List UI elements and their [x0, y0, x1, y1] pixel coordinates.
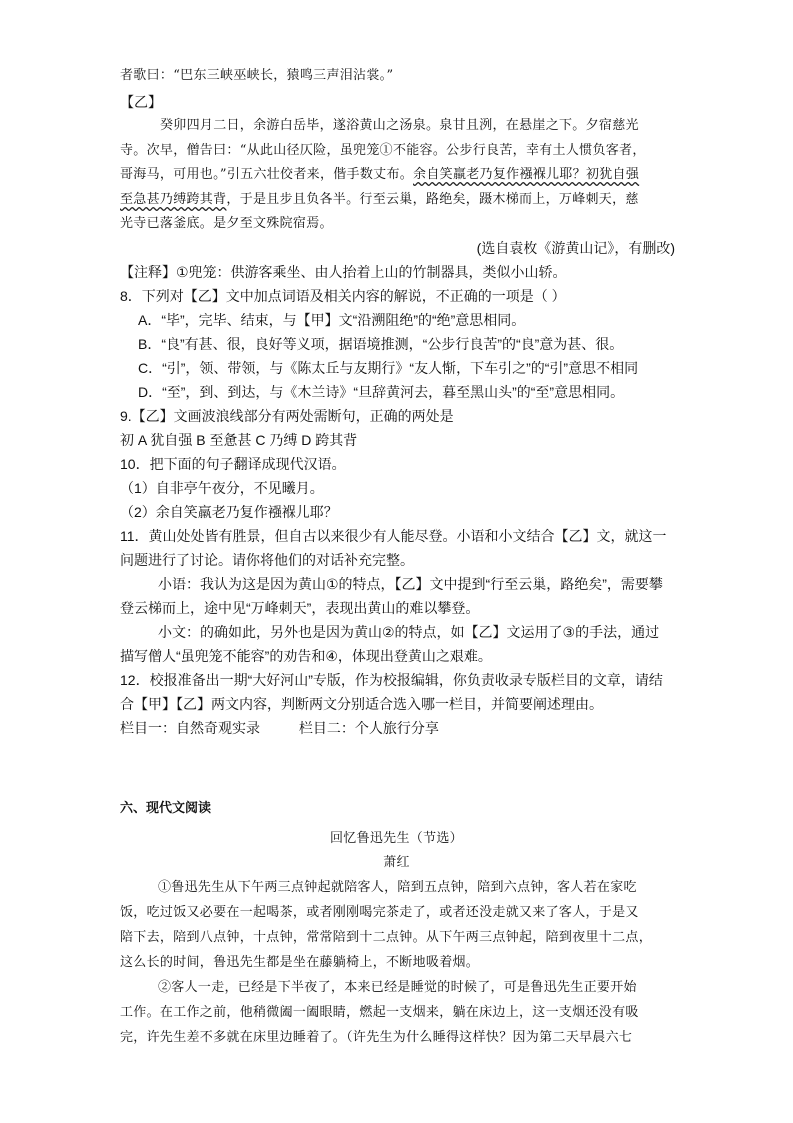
article-title: 回忆鲁迅先生（节选）: [329, 831, 463, 846]
article-para-1-line-3: 陪下去，陪到八点钟，十点钟，常常陪到十二点钟。从下午两三点钟起，陪到夜里十二点，: [120, 930, 653, 945]
question-10-item-1: （1）自非亭午夜分，不见曦月。: [120, 480, 324, 496]
wavy-underline-text-2: 至急甚乃缚跨其背: [120, 192, 227, 207]
article-para-2-line-1: ②客人一走，已经是下半夜了，本来已经是睡觉的时候了，可是鲁迅先生正要开始: [158, 980, 637, 995]
yi-para-line-5: 光寺已落釜底。是夕至文殊院宿焉。: [120, 216, 333, 231]
question-8-option-c: C．“引”，领、带领，与《陈太丘与友期行》“友人惭，下车引之”的“引”意思不相同: [138, 360, 639, 376]
annotation-note: 【注释】①兜笼：供游客乘坐、由人抬着上山的竹制器具，类似小山轿。: [120, 264, 567, 280]
yi-para-line-4-plain: ，于是且步且负各半。行至云巢，路绝矣，蹑木梯而上，万峰刺天，慈: [226, 192, 639, 207]
poem-tail-line: 者歌曰：“巴东三峡巫峡长，猿鸣三声泪沾裳。”: [120, 68, 394, 83]
source-citation: (选自袁枚《游黄山记》，有删改): [476, 240, 675, 256]
section-6-heading: 六、现代文阅读: [120, 800, 212, 815]
question-12-line-1: 12．校报准备出一期“大好河山”专版，作为校报编辑，你负责收录专版栏目的文章，请结: [120, 672, 663, 688]
question-8-option-d: D．“至”，到、到达，与《木兰诗》“旦辞黄河去，暮至黑山头”的“至”意思相同。: [138, 384, 625, 400]
article-para-2-line-3: 完，许先生差不多就在床里边睡着了。（许先生为什么睡得这样快？因为第二天早晨六七: [120, 1030, 633, 1045]
question-11-line-6: 描写僧人“虽兜笼不能容”的劝告和④，体现出登黄山之艰难。: [120, 648, 492, 664]
question-8-option-a: A．“毕”，完毕、结束，与【甲】文“沿溯阻绝”的“绝”意思相同。: [138, 312, 526, 328]
yi-para-line-4: [120, 190, 639, 210]
question-8: 8．下列对【乙】文中加点词语及相关内容的解说，不正确的一项是（ ）: [120, 288, 566, 304]
question-11-line-4: 登云梯而上，途中见“万峰刺天”，表现出黄山的难以攀登。: [120, 600, 480, 616]
yi-para-line-3: [120, 165, 639, 185]
article-para-2-line-2: 工作。在工作之前，他稍微阖一阖眼睛，燃起一支烟来，躺在床边上，这一支烟还没有吸: [120, 1005, 639, 1020]
question-12-columns: 栏目一：自然奇观实录 栏目二：个人旅行分享: [120, 720, 439, 736]
question-10-item-2: （2）余自笑羸老乃复作襁褓儿耶？: [120, 504, 338, 520]
article-para-1-line-4: 这么长的时间，鲁迅先生都是坐在藤躺椅上，不断地吸着烟。: [120, 955, 480, 970]
question-11-line-2: 问题进行了讨论。请你将他们的对话补充完整。: [120, 552, 414, 568]
article-author: 萧红: [383, 855, 410, 870]
article-para-1-line-1: ①鲁迅先生从下午两三点钟起就陪客人，陪到五点钟，陪到六点钟，客人若在家吃: [158, 880, 637, 895]
question-9-options: 初 A 犹自强 B 至惫甚 C 乃缚 D 跨其背: [120, 432, 358, 448]
article-para-1-line-2: 饭，吃过饭又必要在一起喝茶，或者刚刚喝完茶走了，或者还没走就又来了客人，于是又: [120, 905, 639, 920]
question-8-option-b: B．“良”有甚、很，良好等义项，据语境推测，“公步行良苦”的“良”意为甚、很。: [138, 336, 624, 352]
question-9: 9.【乙】文画波浪线部分有两处需断句，正确的两处是: [120, 408, 454, 424]
yi-para-line-1: 癸卯四月二日，余游白岳毕，遂浴黄山之汤泉。泉甘且洌，在悬崖之下。夕宿慈光: [160, 118, 639, 133]
question-12-line-2: 合【甲】【乙】两文内容，判断两文分别适合选入哪一栏目，并简要阐述理由。: [120, 696, 603, 712]
section-yi-heading: 【乙】: [120, 94, 162, 110]
question-11-line-5: 小文：的确如此，另外也是因为黄山②的特点，如【乙】文运用了③的手法，通过: [158, 624, 660, 640]
question-10: 10．把下面的句子翻译成现代汉语。: [120, 456, 346, 472]
yi-para-line-2: 寺。次早，僧告曰：“从此山径仄险，虽兜笼①不能容。公步行良苦，幸有土人惯负客者，: [120, 143, 646, 158]
question-11-line-1: 11．黄山处处皆有胜景，但自古以来很少有人能尽登。小语和小文结合【乙】文，就这一: [120, 528, 667, 544]
yi-para-line-3-plain: 哥海马，可用也。”引五六壮佼者来，偕手数丈布。: [120, 167, 414, 182]
wavy-underline-text-1: 余自笑羸老乃复作襁褓儿耶？初犹自强: [413, 167, 640, 182]
question-11-line-3: 小语：我认为这是因为黄山①的特点，【乙】文中提到“行至云巢，路绝矣”，需要攀: [158, 576, 663, 592]
